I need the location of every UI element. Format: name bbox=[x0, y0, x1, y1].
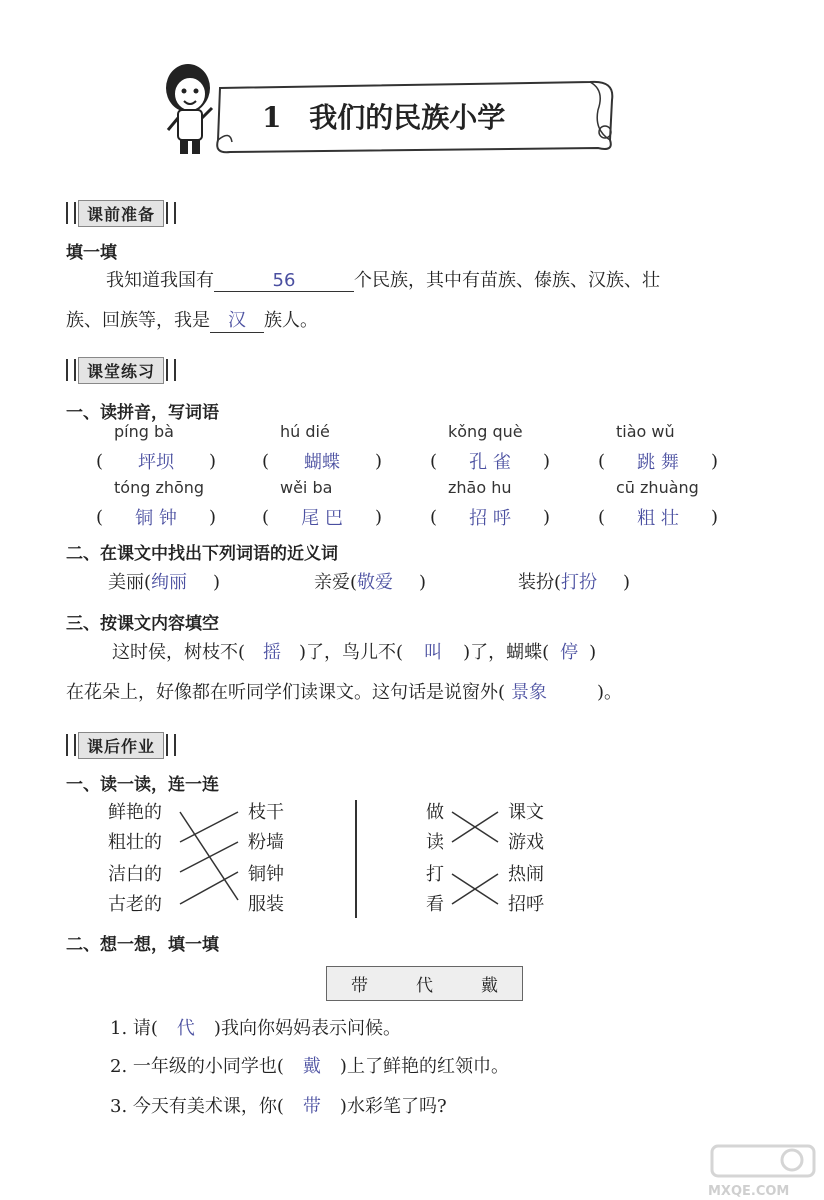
paren-right: ) bbox=[419, 572, 427, 593]
sentence bbox=[110, 1052, 509, 1078]
sentence bbox=[110, 1092, 447, 1118]
sentence-suffix: )上了鲜艳的红领巾。 bbox=[339, 1056, 509, 1077]
match-left-item: 古老的 bbox=[108, 894, 162, 915]
section-after: 课后作业 bbox=[66, 732, 176, 758]
fill-line-1: 这时侯，树枝不( 摇 )了，鸟儿不( 叫 )了，蝴蝶( 停 ) bbox=[112, 638, 596, 664]
lesson-title-text: 我们的民族小学 bbox=[309, 101, 506, 134]
pinyin-answer: 蝴蝶 bbox=[304, 452, 340, 473]
section-pre: 课前准备 bbox=[66, 200, 176, 226]
match-line-2 bbox=[180, 812, 238, 842]
word-choice-table bbox=[326, 966, 523, 1001]
pinyin-text: tóng zhōng bbox=[114, 478, 205, 497]
pinyin-text: kǒng què bbox=[448, 422, 523, 441]
sentence bbox=[110, 1014, 401, 1040]
paren-left: ( bbox=[96, 506, 104, 528]
match-line-1 bbox=[180, 812, 238, 900]
pinyin-answer: 招 呼 bbox=[469, 508, 511, 529]
paren-right: ) bbox=[542, 450, 550, 472]
word-choice: 带 bbox=[351, 976, 368, 996]
match-left-item-2: 做 bbox=[426, 802, 444, 823]
pinyin-answer: 坪坝 bbox=[138, 452, 174, 473]
paren-right: ) bbox=[213, 572, 221, 593]
lesson-number: 1 bbox=[262, 101, 282, 134]
watermark-logo: MXQE.COM bbox=[708, 1140, 818, 1196]
pinyin-answer: 尾 巴 bbox=[301, 508, 343, 529]
match-right-item: 铜钟 bbox=[248, 864, 284, 885]
paren-right: ) bbox=[374, 450, 382, 472]
fill-line-2: 在花朵上，好像都在听同学们读课文。这句话是说窗外( 景象 )。 bbox=[66, 678, 622, 704]
synonym-word: 美丽 bbox=[108, 572, 144, 593]
answer-yao: 摇 bbox=[263, 642, 282, 663]
match-right-item-2: 招呼 bbox=[508, 894, 544, 915]
paren-left: ( bbox=[144, 572, 152, 593]
paren-left: ( bbox=[350, 572, 358, 593]
sentence-answer: 戴 bbox=[302, 1056, 321, 1077]
pinyin-answer: 跳 舞 bbox=[637, 452, 679, 473]
match-line-3 bbox=[180, 842, 238, 872]
pre-line-2: 族、回族等，我是 汉 族人。 bbox=[66, 306, 318, 333]
synonym-word: 装扮 bbox=[518, 572, 554, 593]
pinyin-answer: 孔 雀 bbox=[469, 452, 511, 473]
pinyin-text: wěi ba bbox=[280, 478, 333, 497]
class-q1: 一、读拼音，写词语 bbox=[66, 403, 219, 423]
match-left-item: 鲜艳的 bbox=[108, 802, 162, 823]
synonym-answer: 绚丽 bbox=[151, 572, 188, 593]
answer-jiao: 叫 bbox=[424, 642, 443, 663]
pinyin-text: zhāo hu bbox=[448, 478, 512, 497]
paren-left: ( bbox=[598, 450, 606, 472]
paren-left: ( bbox=[598, 506, 606, 528]
sentence-prefix: 3. 今天有美术课，你( bbox=[110, 1096, 284, 1117]
answer-jingxiang: 景象 bbox=[511, 682, 548, 703]
sentence-prefix: 1. 请( bbox=[110, 1018, 158, 1039]
paren-right: ) bbox=[710, 506, 718, 528]
sentence-answer: 带 bbox=[302, 1096, 321, 1117]
paren-right: ) bbox=[208, 506, 216, 528]
paren-right: ) bbox=[542, 506, 550, 528]
sentence-prefix: 2. 一年级的小同学也( bbox=[110, 1056, 284, 1077]
match-left-item-2: 打 bbox=[426, 864, 444, 885]
section-class: 课堂练习 bbox=[66, 357, 176, 383]
paren-left: ( bbox=[262, 506, 270, 528]
paren-left: ( bbox=[430, 450, 438, 472]
match-left-item: 粗壮的 bbox=[108, 832, 162, 853]
synonym-answer: 打扮 bbox=[561, 572, 598, 593]
word-choice: 代 bbox=[416, 976, 433, 996]
match-right-item-2: 热闹 bbox=[508, 864, 544, 885]
pre-line-1: 我知道我国有 56 个民族，其中有苗族、傣族、汉族、壮 bbox=[106, 270, 660, 291]
match-right-item: 服装 bbox=[248, 894, 284, 915]
pinyin-answer: 铜 钟 bbox=[135, 508, 177, 529]
answer-56: 56 bbox=[272, 270, 296, 291]
class-q3: 三、按课文内容填空 bbox=[66, 614, 219, 634]
word-choice: 戴 bbox=[481, 976, 498, 996]
match-left-item-2: 看 bbox=[426, 894, 444, 915]
paren-left: ( bbox=[554, 572, 562, 593]
match-right-item-2: 课文 bbox=[508, 802, 544, 823]
match-left-item: 洁白的 bbox=[108, 864, 162, 885]
pinyin-answer: 粗 壮 bbox=[637, 508, 679, 529]
after-q2: 二、想一想，填一填 bbox=[66, 935, 219, 955]
match-right-item-2: 游戏 bbox=[508, 832, 544, 853]
pinyin-text: tiào wǔ bbox=[616, 422, 675, 441]
match-left-item-2: 读 bbox=[426, 832, 444, 853]
pinyin-text: píng bà bbox=[114, 422, 174, 441]
paren-right: ) bbox=[710, 450, 718, 472]
match-right-item: 枝干 bbox=[248, 802, 284, 823]
class-q2: 二、在课文中找出下列词语的近义词 bbox=[66, 544, 338, 564]
sentence-suffix: )我向你妈妈表示问候。 bbox=[213, 1018, 401, 1039]
pinyin-text: cū zhuàng bbox=[616, 478, 699, 497]
paren-left: ( bbox=[262, 450, 270, 472]
paren-left: ( bbox=[430, 506, 438, 528]
synonym-word: 亲爱 bbox=[314, 572, 350, 593]
paren-left: ( bbox=[96, 450, 104, 472]
paren-right: ) bbox=[623, 572, 631, 593]
paren-right: ) bbox=[208, 450, 216, 472]
match-right-item: 粉墙 bbox=[248, 832, 284, 853]
sentence-suffix: )水彩笔了吗? bbox=[339, 1096, 447, 1117]
pinyin-text: hú dié bbox=[280, 422, 330, 441]
paren-right: ) bbox=[374, 506, 382, 528]
answer-han: 汉 bbox=[228, 310, 246, 331]
sentence-answer: 代 bbox=[176, 1018, 195, 1039]
after-q1: 一、读一读，连一连 bbox=[66, 775, 219, 795]
synonym-answer: 敬爱 bbox=[357, 572, 394, 593]
answer-ting: 停 bbox=[560, 642, 579, 663]
pre-heading: 填一填 bbox=[66, 243, 117, 263]
